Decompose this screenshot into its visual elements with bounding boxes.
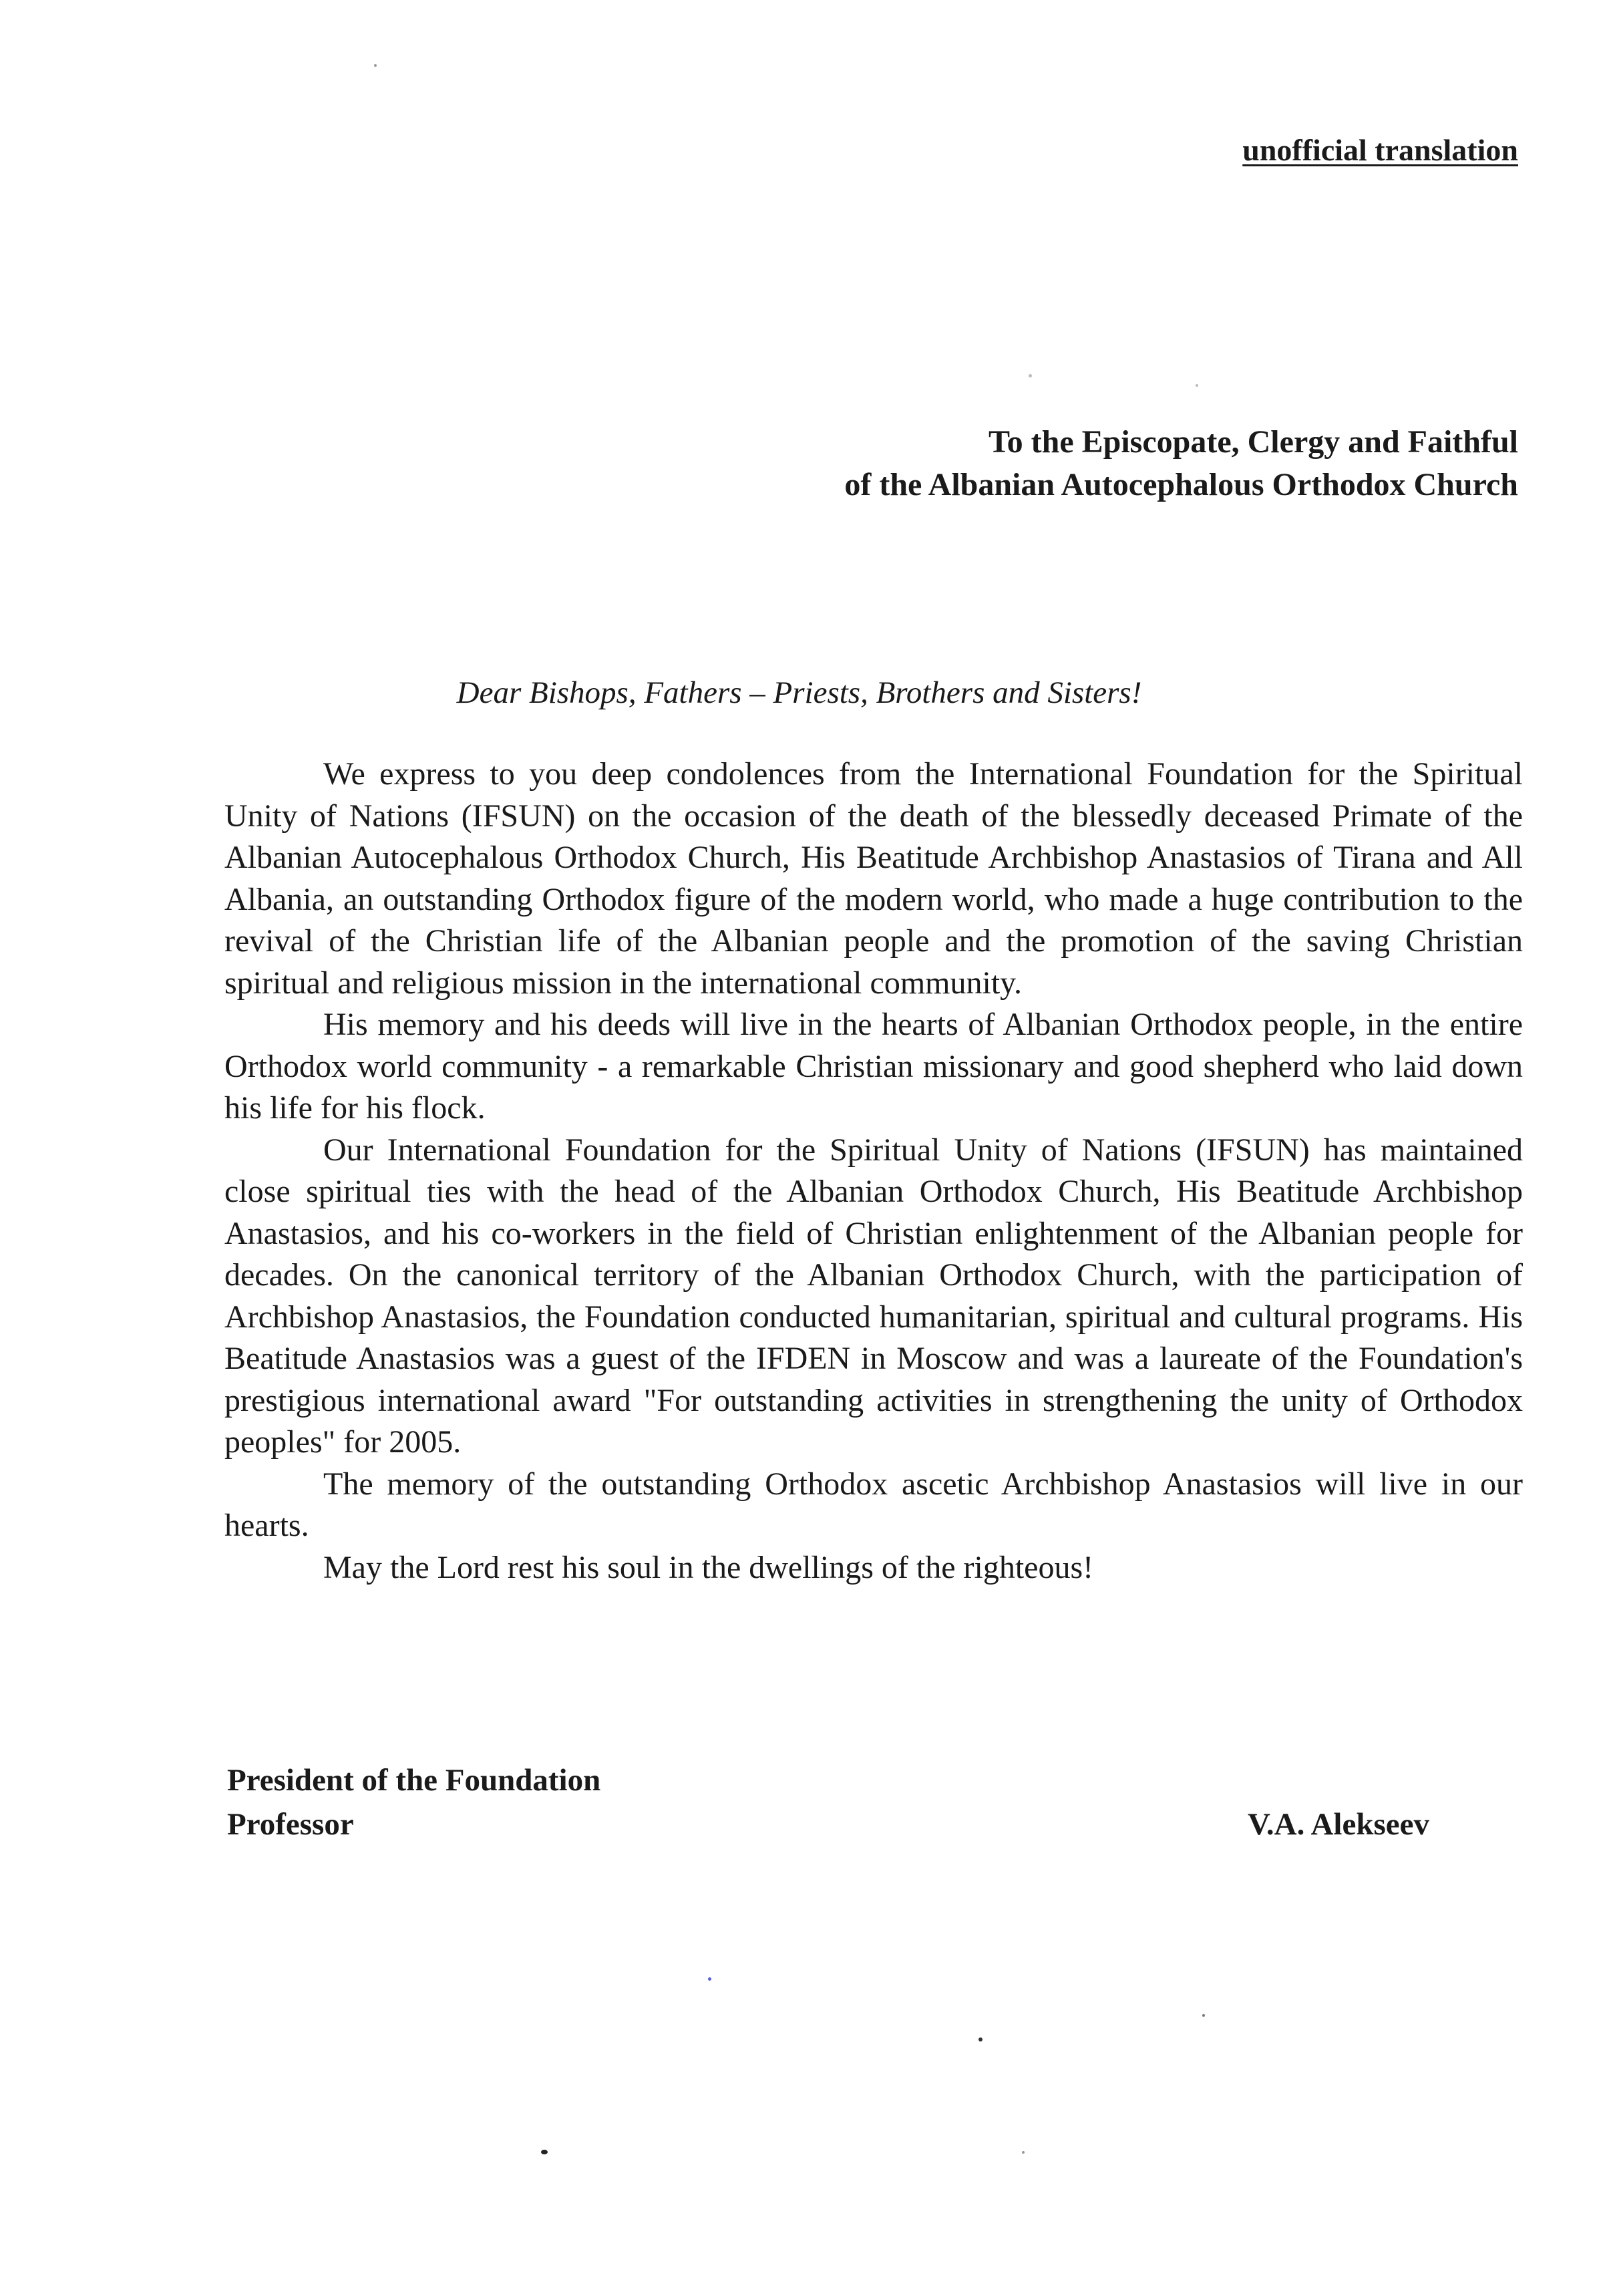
paragraph-ascetic: The memory of the outstanding Orthodox ascetic Archbishop Anastasios will live in our hearts. [224,1466,1523,1543]
addressee-line-1: To the Episcopate, Clergy and Faithful [989,424,1518,460]
paragraph-foundation-ties: Our International Foundation for the Spiritual Unity of Nations (IFSUN) has maintained close spiritual ties with the head of the Albanian Orthodox Church, His Beatitude Archbishop Anastasios, and his co-workers in the field of Christian enlightenment of the Albanian people for decades. On the canonical territory of the Albanian Orthodox Church, with the participation of Archbishop Anastasios, the Foundation conducted humanitarian, spiritual and cultural programs. His Beatitude Anastasios was a guest of the IFDEN in Moscow and was a laureate of the Foundation's prestigious international award "For outstanding activities in strengthening the unity of Orthodox peoples" for 2005. [224,1132,1523,1460]
salutation-text: Dear Bishops, Fathers – Priests, Brothers and Sisters! [456,675,1142,710]
scan-speck [374,64,377,67]
addressee-block [844,421,1518,506]
scan-speck [541,2150,548,2154]
scan-speck [1022,2151,1025,2154]
paragraph-memory: His memory and his deeds will live in the hearts of Albanian Orthodox people, in the entire Orthodox world community - a remarkable Christian missionary and good shepherd who laid down his life for his flock. [224,1007,1523,1126]
salutation [0,675,1609,711]
paragraph-prayer: May the Lord rest his soul in the dwellings of the righteous! [323,1549,1094,1585]
signature-block [227,1758,1429,1846]
scan-speck [1196,384,1198,387]
signatory-title-line-1: President of the Foundation [227,1763,601,1798]
scan-speck [978,2037,982,2041]
letter-body [224,754,1523,1589]
paragraph-condolences: We express to you deep condolences from the International Foundation for the Spiritual Unity of Nations (IFSUN) on the occasion of the death of the blessedly deceased Primate of the Albanian Autocephalous Orthodox Church, His Beatitude Archbishop Anastasios of Tirana and All Albania, an outstanding Orthodox figure of the modern world, who made a huge contribution to the revival of the Christian life of the Albanian people and the promotion of the saving Christian spiritual and religious mission in the international community. [224,756,1523,1001]
translation-note: unofficial translation [1242,133,1518,167]
scan-speck [1029,374,1032,377]
signatory-title-line-2: Professor [227,1807,354,1842]
scan-speck [708,1977,711,1981]
signatory-name: V.A. Alekseev [1248,1807,1429,1842]
addressee-line-2: of the Albanian Autocephalous Orthodox Church [844,467,1518,502]
scan-speck [1202,2014,1205,2017]
